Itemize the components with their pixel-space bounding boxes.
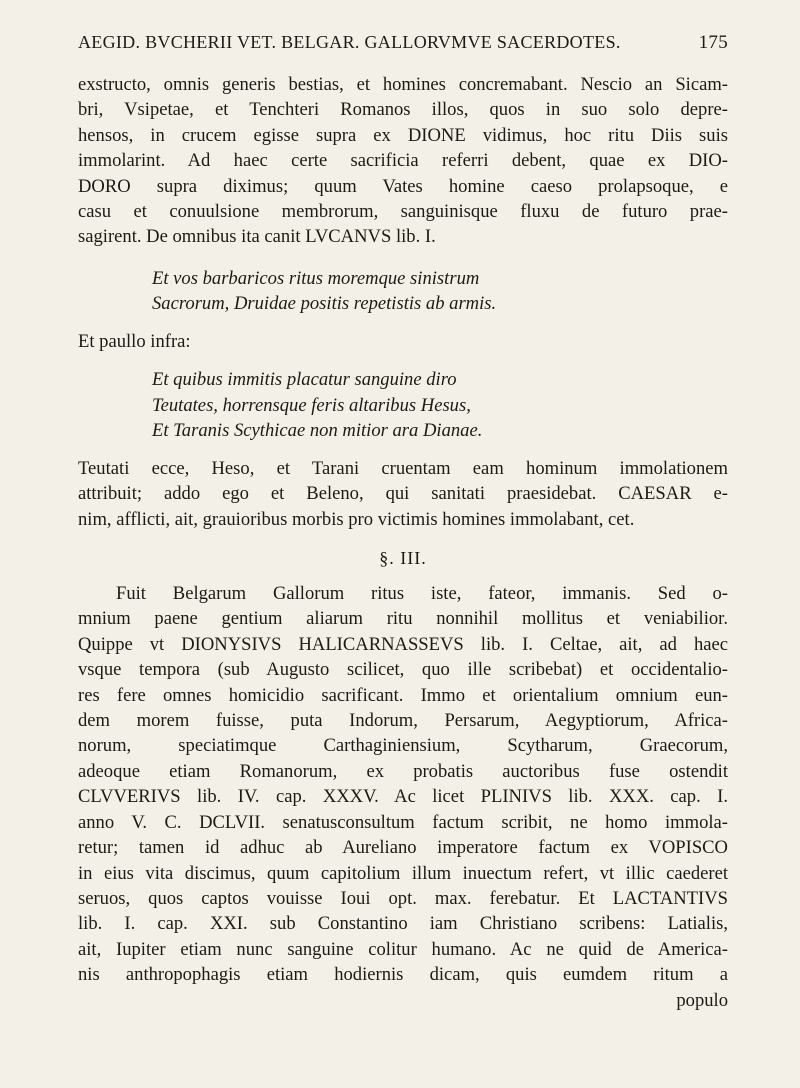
text-line: attribuit; addo ego et Beleno, qui sanitati praesidebat. CAESAR e- bbox=[78, 483, 728, 505]
paragraph-2 bbox=[78, 456, 728, 532]
text-line: in eius vita discimus, quum capitolium illum inuectum refert, vt illic caederet bbox=[78, 862, 728, 884]
text-line: DORO supra diximus; quum Vates homine caeso prolapsoque, e bbox=[78, 175, 728, 197]
text-line: casu et conuulsione membrorum, sanguinisque fluxu de futuro prae- bbox=[78, 201, 728, 223]
book-page bbox=[78, 32, 728, 1013]
text-line: ait, Iupiter etiam nunc sanguine colitur humano. Ac ne quid de America- bbox=[78, 938, 728, 960]
text-line: res fere omnes homicidio sacrificant. Immo et orientalium omnium eun- bbox=[78, 684, 728, 706]
verse-quote-1 bbox=[152, 266, 728, 317]
paragraph-1 bbox=[78, 72, 728, 250]
verse-quote-2 bbox=[152, 367, 728, 444]
paragraph-3 bbox=[78, 581, 728, 1013]
text-line: hensos, in crucem egisse supra ex DIONE vidimus, hoc ritu Diis suis bbox=[78, 124, 728, 146]
section-heading: §. III. bbox=[379, 548, 427, 569]
transition-line: Et paullo infra: bbox=[78, 331, 191, 353]
text-line: retur; tamen id adhuc ab Aureliano imperatore factum ex VOPISCO bbox=[78, 837, 728, 859]
catchword: populo bbox=[676, 989, 728, 1011]
text-line: adeoque etiam Romanorum, ex probatis auctoribus fuse ostendit bbox=[78, 760, 728, 782]
text-line: Quippe vt DIONYSIVS HALICARNASSEVS lib. I. Celtae, ait, ad haec bbox=[78, 633, 728, 655]
text-line: nim, afflicti, ait, grauioribus morbis pro victimis homines immolabant, cet. bbox=[78, 508, 635, 530]
text-line: Teutati ecce, Heso, et Tarani cruentam eam hominum immolationem bbox=[78, 457, 728, 479]
text-line: norum, speciatimque Carthaginiensium, Scytharum, Graecorum, bbox=[78, 735, 728, 757]
text-line: seruos, quos captos vouisse Ioui opt. max. ferebatur. Et LACTANTIVS bbox=[78, 887, 728, 909]
text-line: bri, Vsipetae, et Tenchteri Romanos illos, quos in suo solo depre- bbox=[78, 99, 728, 121]
running-header bbox=[78, 32, 728, 54]
running-title: AEGID. BVCHERII VET. BELGAR. GALLORVMVE SACERDOTES. bbox=[78, 32, 621, 52]
page-number: 175 bbox=[698, 32, 728, 53]
text-line: mnium paene gentium aliarum ritu nonnihil mollitus et veniabilior. bbox=[78, 608, 728, 630]
text-line: immolarint. Ad haec certe sacrificia referri debent, quae ex DIO- bbox=[78, 150, 728, 172]
text-line: sagirent. De omnibus ita canit LVCANVS lib. I. bbox=[78, 226, 436, 248]
verse-line: Teutates, horrensque feris altaribus Hesus, bbox=[152, 394, 471, 416]
text-line: dem morem fuisse, puta Indorum, Persarum, Aegyptiorum, Africa- bbox=[78, 710, 728, 732]
text-line: Fuit Belgarum Gallorum ritus iste, fateor, immanis. Sed o- bbox=[116, 583, 728, 605]
text-line: CLVVERIVS lib. IV. cap. XXXV. Ac licet PLINIVS lib. XXX. cap. I. bbox=[78, 786, 728, 808]
verse-line: Et quibus immitis placatur sanguine diro bbox=[152, 369, 457, 391]
verse-line: Sacrorum, Druidae positis repetistis ab armis. bbox=[152, 293, 497, 315]
text-line: nis anthropophagis etiam hodiernis dicam, quis eumdem ritum a bbox=[78, 964, 728, 986]
text-line: vsque tempora (sub Augusto scilicet, quo ille scribebat) et occidentalio- bbox=[78, 659, 728, 681]
verse-line: Et Taranis Scythicae non mitior ara Dianae. bbox=[152, 420, 483, 442]
verse-line: Et vos barbaricos ritus moremque sinistrum bbox=[152, 267, 480, 289]
text-line: anno V. C. DCLVII. senatusconsultum factum scribit, ne homo immola- bbox=[78, 811, 728, 833]
text-line: lib. I. cap. XXI. sub Constantino iam Christiano scribens: Latialis, bbox=[78, 913, 728, 935]
text-line: exstructo, omnis generis bestias, et homines concremabant. Nescio an Sicam- bbox=[78, 74, 728, 95]
